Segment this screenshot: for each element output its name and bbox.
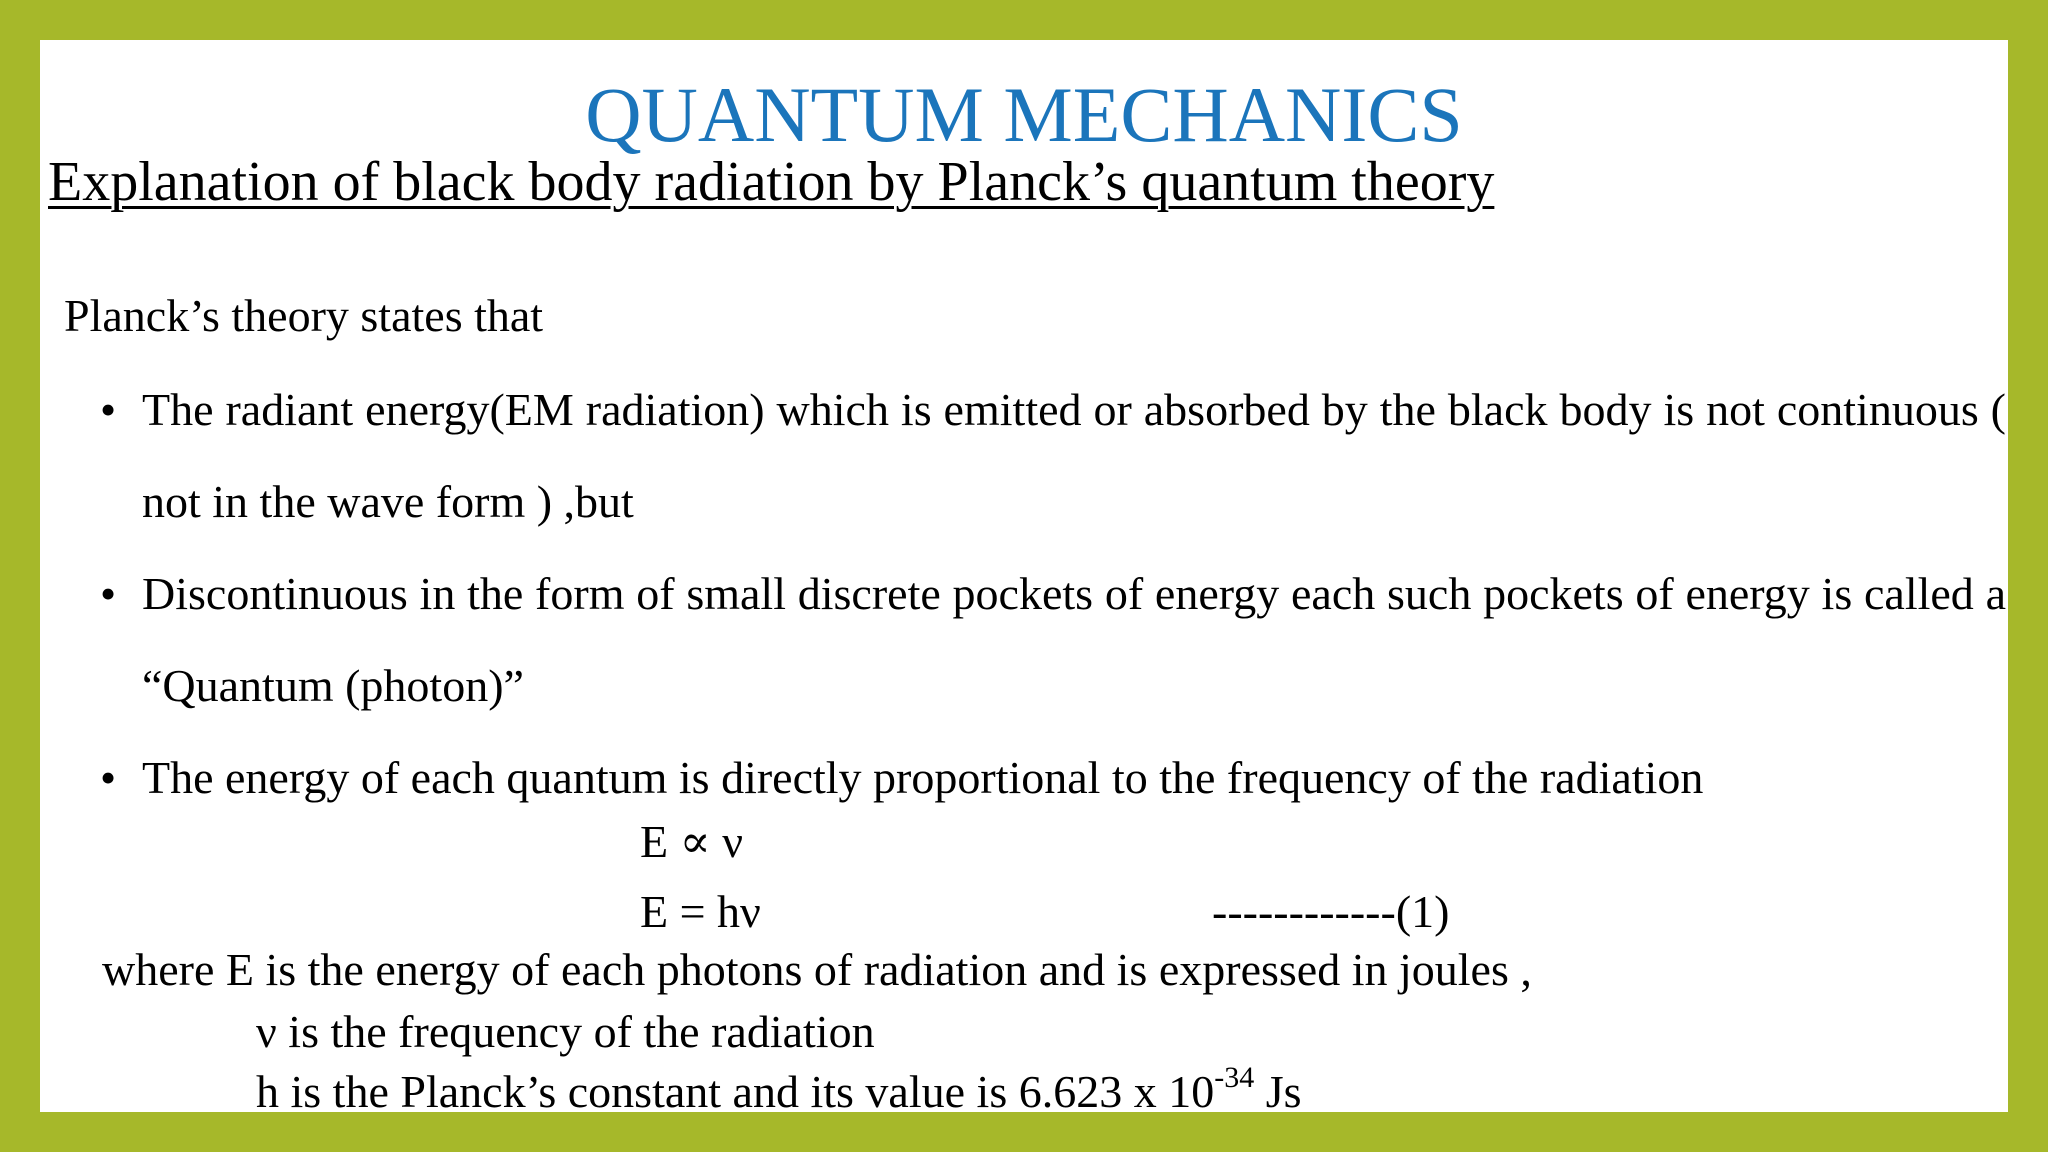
intro-text: Planck’s theory states that — [64, 290, 544, 341]
explanation-planck-constant — [256, 1062, 1302, 1122]
slide-content-panel — [40, 40, 2008, 1117]
bullet-text: Discontinuous in the form of small discrete pockets of energy each such pockets of energy is called a “Quantum (photon)” — [142, 568, 2006, 711]
explanation-frequency: ν is the frequency of the radiation — [256, 1006, 875, 1057]
slide-subtitle: Explanation of black body radiation by Planck’s quantum theory — [48, 151, 1495, 213]
planck-constant-exponent: -34 — [1214, 1060, 1255, 1094]
bullet-text: The energy of each quantum is directly proportional to the frequency of the radiation — [142, 752, 1704, 803]
bullet-item — [60, 548, 2006, 732]
bullet-item — [60, 364, 2006, 548]
equation-label: ------------(1) — [1212, 886, 1450, 937]
bullet-icon: • — [100, 752, 117, 803]
planck-constant-text: h is the Planck’s constant and its value is 6.623 x 10 — [256, 1066, 1215, 1117]
equation-planck: E = hν — [640, 886, 761, 937]
slide-title: QUANTUM MECHANICS — [585, 71, 1463, 158]
equation-proportional: E ∝ ν — [640, 816, 744, 867]
bullet-icon: • — [100, 384, 117, 435]
explanation-energy: where E is the energy of each photons of radiation and is expressed in joules , — [102, 944, 1532, 995]
planck-constant-unit: Js — [1254, 1066, 1302, 1117]
bullet-item — [60, 732, 1988, 824]
bullet-icon: • — [100, 568, 117, 619]
bullet-text: The radiant energy(EM radiation) which is emitted or absorbed by the black body is not continuous ( not in the wave form ) ,but — [142, 384, 2006, 527]
